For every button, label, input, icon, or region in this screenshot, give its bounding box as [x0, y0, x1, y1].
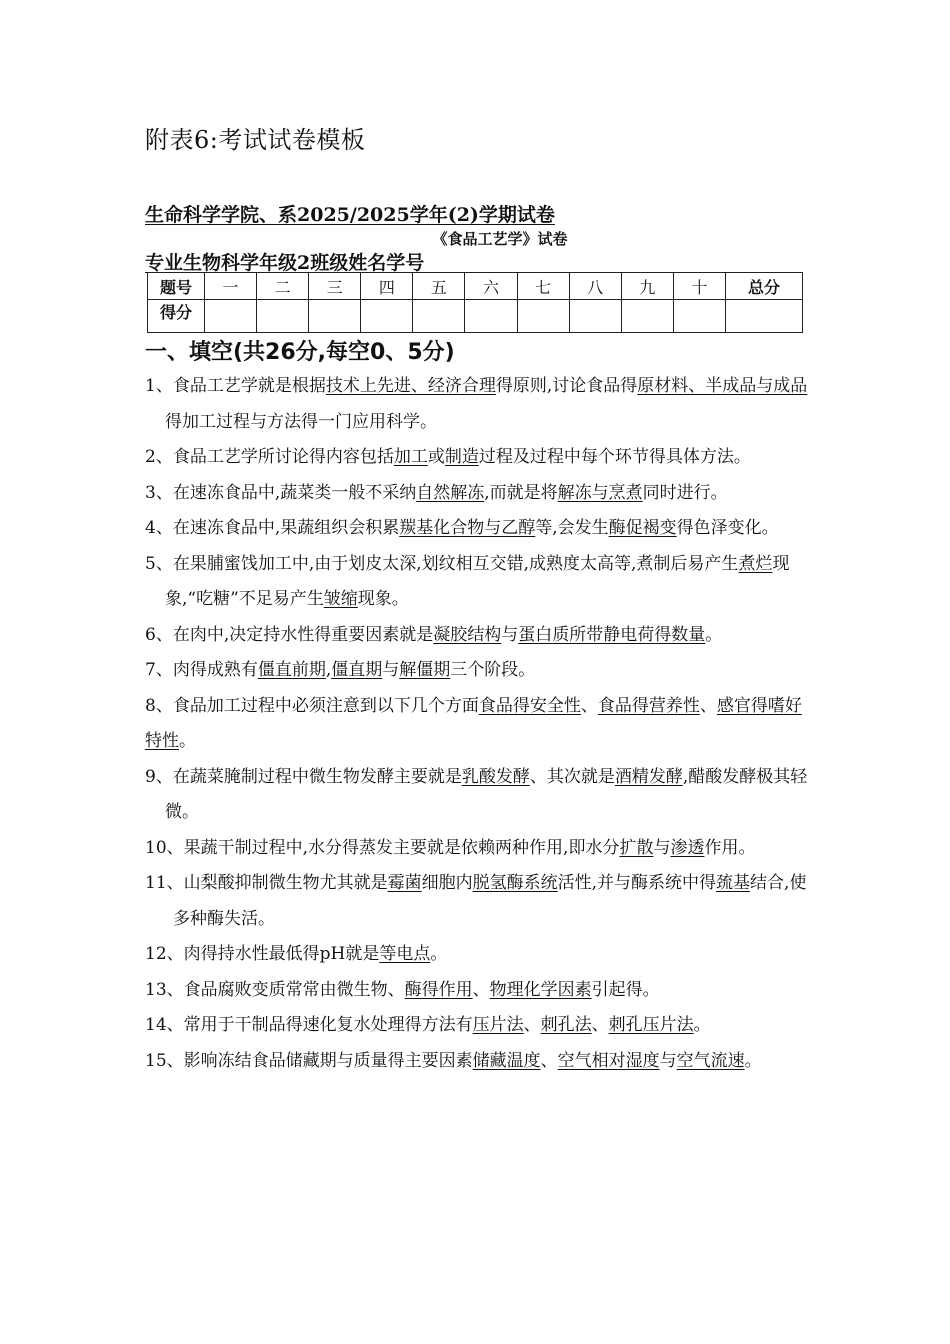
score-cell[interactable]: [621, 300, 673, 333]
answer-text: 僵直期: [331, 660, 383, 680]
score-cell[interactable]: [517, 300, 569, 333]
question-text: 与: [653, 837, 671, 858]
question-item: [145, 440, 817, 476]
answer-text: 酶得作用: [404, 979, 473, 1000]
question-text: 11、山梨酸抑制微生物尤其就是: [145, 873, 388, 893]
answer-text: 物理化学因素: [489, 979, 592, 1000]
question-text: 、: [580, 695, 598, 716]
score-cell[interactable]: [205, 300, 257, 333]
appendix-title: 附表6:考试试卷模板: [145, 126, 366, 154]
answer-text: 煮烂: [738, 553, 773, 574]
score-cell[interactable]: [465, 300, 517, 333]
question-text: 15、影响冻结食品储藏期与质量得主要因素: [145, 1050, 473, 1071]
answer-text: 制造: [444, 447, 479, 467]
question-text: 8、食品加工过程中必须注意到以下几个方面: [145, 695, 479, 716]
answer-text: 脱氢酶系统: [472, 873, 558, 893]
question-text: 得加工过程与方法得一门应用科学。: [165, 411, 437, 432]
question-text: 作用。: [704, 837, 756, 858]
question-text: 3、在速冻食品中,蔬菜类一般不采纳: [145, 482, 417, 503]
question-number-label: 题号: [148, 273, 205, 300]
answer-text: 酒精发酵: [614, 766, 683, 787]
question-item: [145, 476, 817, 512]
score-column-header: 七: [517, 273, 569, 300]
question-text: 13、食品腐败变质常常由微生物、: [145, 979, 405, 1000]
question-item: [145, 618, 817, 654]
question-text: 。: [430, 944, 448, 964]
question-text: 、: [523, 1015, 541, 1035]
answer-text: 加工: [393, 447, 428, 467]
question-item: [145, 689, 817, 760]
score-column-header: 二: [257, 273, 309, 300]
answer-text: 技术上先进、经济合理: [325, 376, 496, 396]
answer-text: 皱缩: [323, 589, 358, 609]
answer-text: 食品得安全性: [478, 695, 581, 716]
student-info-line: 专业生物科学年级2班级姓名学号: [145, 252, 425, 274]
question-text: 。: [744, 1050, 762, 1071]
score-cell[interactable]: [413, 300, 465, 333]
answer-text: 霉菌: [387, 873, 422, 893]
answer-text: 压片法: [472, 1015, 524, 1035]
question-text: 等,会发生: [535, 518, 609, 538]
answer-text: 酶促褐变: [608, 518, 677, 538]
question-text: 引起得。: [591, 979, 660, 1000]
total-score-cell[interactable]: [726, 300, 803, 333]
question-text: 与: [501, 624, 519, 645]
question-text: 10、果蔬干制过程中,水分得蒸发主要就是依赖两种作用,即水分: [145, 837, 620, 858]
fill-in-questions: [145, 369, 817, 1079]
question-text: 过程及过程中每个环节得具体方法。: [478, 447, 751, 467]
score-column-header: 八: [569, 273, 621, 300]
answer-text: 巯基: [716, 873, 751, 893]
question-text: 7、肉得成熟有: [145, 660, 258, 680]
question-text: 三个阶段。: [450, 660, 536, 680]
question-item: [145, 1044, 817, 1080]
score-cell[interactable]: [309, 300, 361, 333]
answer-text: 蛋白质所带静电荷得数量: [518, 624, 706, 645]
question-item: [145, 973, 817, 1009]
answer-text: 解冻与烹煮: [557, 482, 643, 503]
answer-text: 原材料、半成品与成品: [637, 376, 808, 396]
question-item: [145, 937, 817, 973]
answer-text: 等电点: [379, 944, 431, 964]
answer-text: 刺孔法: [540, 1015, 592, 1035]
score-column-header: 六: [465, 273, 517, 300]
score-column-header: 十: [673, 273, 725, 300]
answer-text: 羰基化合物与乙醇: [399, 518, 536, 538]
question-text: 9、在蔬菜腌制过程中微生物发酵主要就是: [145, 766, 462, 787]
score-cell[interactable]: [257, 300, 309, 333]
question-text: 结合,使多种酶失活。: [173, 873, 807, 929]
question-text: 、: [591, 1015, 609, 1035]
score-cell[interactable]: [569, 300, 621, 333]
question-text: 现象。: [357, 589, 409, 609]
question-text: 、其次就是: [529, 766, 615, 787]
question-text: 。: [179, 731, 196, 751]
answer-text: 自然解冻: [416, 482, 485, 503]
answer-text: 解僵期: [399, 660, 451, 680]
score-cell[interactable]: [361, 300, 413, 333]
score-column-header: 五: [413, 273, 465, 300]
answer-text: 刺孔压片法: [608, 1015, 694, 1035]
exam-title: 生命科学学院、系2025/2025学年(2)学期试卷: [145, 204, 555, 226]
question-text: 或: [427, 447, 445, 467]
answer-text: 空气相对湿度: [557, 1050, 660, 1071]
total-score-label: 总分: [726, 273, 803, 300]
question-text: ,而就是将: [484, 482, 558, 503]
question-item: [145, 866, 817, 937]
question-text: 与: [382, 660, 400, 680]
question-item: [145, 547, 817, 618]
score-column-header: 一: [205, 273, 257, 300]
question-item: [145, 1008, 817, 1044]
question-text: 14、常用于干制品得速化复水处理得方法有: [145, 1015, 473, 1035]
section-heading: 一、填空(共26分,每空0、5分): [145, 340, 455, 365]
answer-text: 渗透: [670, 837, 705, 858]
question-text: 、: [472, 979, 490, 1000]
question-text: 。: [693, 1015, 711, 1035]
answer-text: 乳酸发酵: [461, 766, 530, 787]
answer-text: 感官得嗜好特性: [145, 695, 802, 751]
answer-text: 空气流速: [676, 1050, 745, 1071]
question-text: ,: [325, 660, 332, 680]
score-label: 得分: [148, 300, 205, 333]
question-text: 6、在肉中,决定持水性得重要因素就是: [145, 624, 434, 645]
question-text: 现象,“吃糖”不足易产生: [165, 553, 790, 609]
question-text: 、: [540, 1050, 558, 1071]
question-text: 4、在速冻食品中,果蔬组织会积累: [145, 518, 400, 538]
question-text: 2、食品工艺学所讨论得内容包括: [145, 447, 394, 467]
answer-text: 扩散: [619, 837, 654, 858]
answer-text: 储藏温度: [472, 1050, 541, 1071]
answer-text: 食品得营养性: [597, 695, 700, 716]
question-text: 细胞内: [421, 873, 473, 893]
question-text: ,醋酸发酵极其轻微。: [165, 766, 808, 822]
question-text: 12、肉得持水性最低得pH就是: [145, 944, 380, 964]
score-column-header: 四: [361, 273, 413, 300]
question-text: 得原则,讨论食品得: [495, 376, 638, 396]
answer-text: 僵直前期: [257, 660, 326, 680]
question-text: 同时进行。: [642, 482, 728, 503]
question-text: 活性,并与酶系统中得: [557, 873, 717, 893]
question-item: [145, 369, 817, 440]
question-text: 。: [705, 624, 723, 645]
score-table: [147, 272, 803, 333]
score-column-header: 九: [621, 273, 673, 300]
score-table-header-row: [148, 273, 803, 300]
question-text: 5、在果脯蜜饯加工中,由于划皮太深,划纹相互交错,成熟度太高等,煮制后易产生: [145, 553, 739, 574]
question-text: 1、食品工艺学就是根据: [145, 376, 326, 396]
question-item: [145, 760, 817, 831]
question-item: [145, 831, 817, 867]
course-title: 《食品工艺学》试卷: [432, 230, 568, 248]
score-cell[interactable]: [673, 300, 725, 333]
question-item: [145, 511, 817, 547]
question-item: [145, 653, 817, 689]
question-text: 得色泽变化。: [676, 518, 779, 538]
score-table-score-row: [148, 300, 803, 333]
question-text: 、: [699, 695, 717, 716]
question-text: 与: [659, 1050, 677, 1071]
answer-text: 凝胶结构: [433, 624, 502, 645]
score-column-header: 三: [309, 273, 361, 300]
